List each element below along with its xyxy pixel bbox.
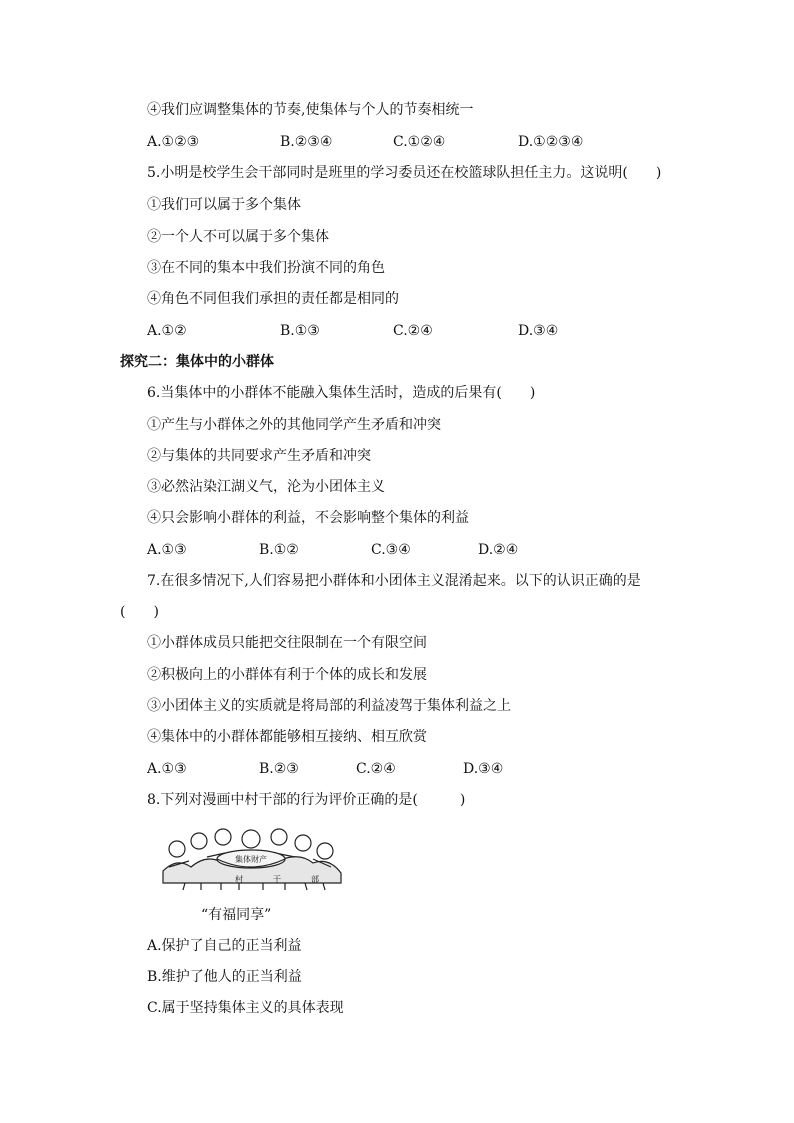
cartoon-image [155, 827, 347, 891]
q5-stem: 5.小明是校学生会干部同时是班里的学习委员还在校篮球队担任主力。这说明( ) [147, 165, 662, 181]
q8-stem: 8.下列对漫画中村干部的行为评价正确的是( ) [147, 792, 466, 808]
q8-option-c: C.属于坚持集体主义的具体表现 [147, 1000, 344, 1016]
q7-option-d: D.③④ [463, 761, 504, 777]
q5-option-c: C.②④ [393, 323, 433, 339]
q5-item-1: ①我们可以属于多个集体 [147, 197, 301, 213]
q4-option-a: A.①②③ [147, 134, 200, 150]
q5-option-b: B.①③ [280, 323, 320, 339]
q6-stem: 6.当集体中的小群体不能融入集体生活时，造成的后果有( ) [147, 385, 536, 401]
q6-item-2: ②与集体的共同要求产生矛盾和冲突 [147, 448, 371, 464]
q7-option-c: C.②④ [356, 761, 396, 777]
q6-option-c: C.③④ [371, 542, 411, 558]
q6-option-b: B.①② [259, 542, 299, 558]
q6-item-4: ④只会影响小群体的利益，不会影响整个集体的利益 [147, 510, 469, 526]
q4-option-d: D.①②③④ [518, 134, 584, 150]
q5-item-2: ②一个人不可以属于多个集体 [147, 229, 329, 245]
q4-option-c: C.①②④ [393, 134, 446, 150]
q7-item-1: ①小群体成员只能把交往限制在一个有限空间 [147, 635, 427, 651]
cartoon-char-1: 村 [235, 875, 243, 884]
q7-stem-continued: ( ) [120, 604, 159, 620]
cartoon-label: 集体财产 [235, 855, 267, 864]
q5-item-3: ③在不同的集本中我们扮演不同的角色 [147, 260, 385, 276]
q7-stem: 7.在很多情况下,人们容易把小群体和小团体主义混淆起来。以下的认识正确的是 [147, 573, 641, 589]
cartoon-char-3: 部 [311, 875, 319, 884]
q8-option-a: A.保护了自己的正当利益 [147, 938, 302, 954]
q5-option-d: D.③④ [518, 323, 559, 339]
q4-option-b: B.②③④ [280, 134, 333, 150]
q6-option-d: D.②④ [478, 542, 519, 558]
q7-option-a: A.①③ [147, 761, 187, 777]
q5-option-a: A.①② [147, 323, 187, 339]
section-heading: 探究二：集体中的小群体 [120, 354, 274, 370]
q6-item-1: ①产生与小群体之外的其他同学产生矛盾和冲突 [147, 417, 441, 433]
q7-item-4: ④集体中的小群体都能够相互接纳、相互欣赏 [147, 729, 427, 745]
q7-item-3: ③小团体主义的实质就是将局部的利益凌驾于集体利益之上 [147, 698, 511, 714]
cartoon-char-2: 干 [273, 875, 281, 884]
q5-item-4: ④角色不同但我们承担的责任都是相同的 [147, 291, 399, 307]
q6-item-3: ③必然沾染江湖义气，沦为小团体主义 [147, 479, 385, 495]
q6-option-a: A.①③ [147, 542, 187, 558]
q7-item-2: ②积极向上的小群体有利于个体的成长和发展 [147, 667, 427, 683]
q4-item-4: ④我们应调整集体的节奏,使集体与个人的节奏相统一 [147, 102, 474, 118]
q8-option-b: B.维护了他人的正当利益 [147, 969, 302, 985]
q7-option-b: B.②③ [259, 761, 299, 777]
cartoon-caption: “有福同享” [201, 907, 272, 923]
